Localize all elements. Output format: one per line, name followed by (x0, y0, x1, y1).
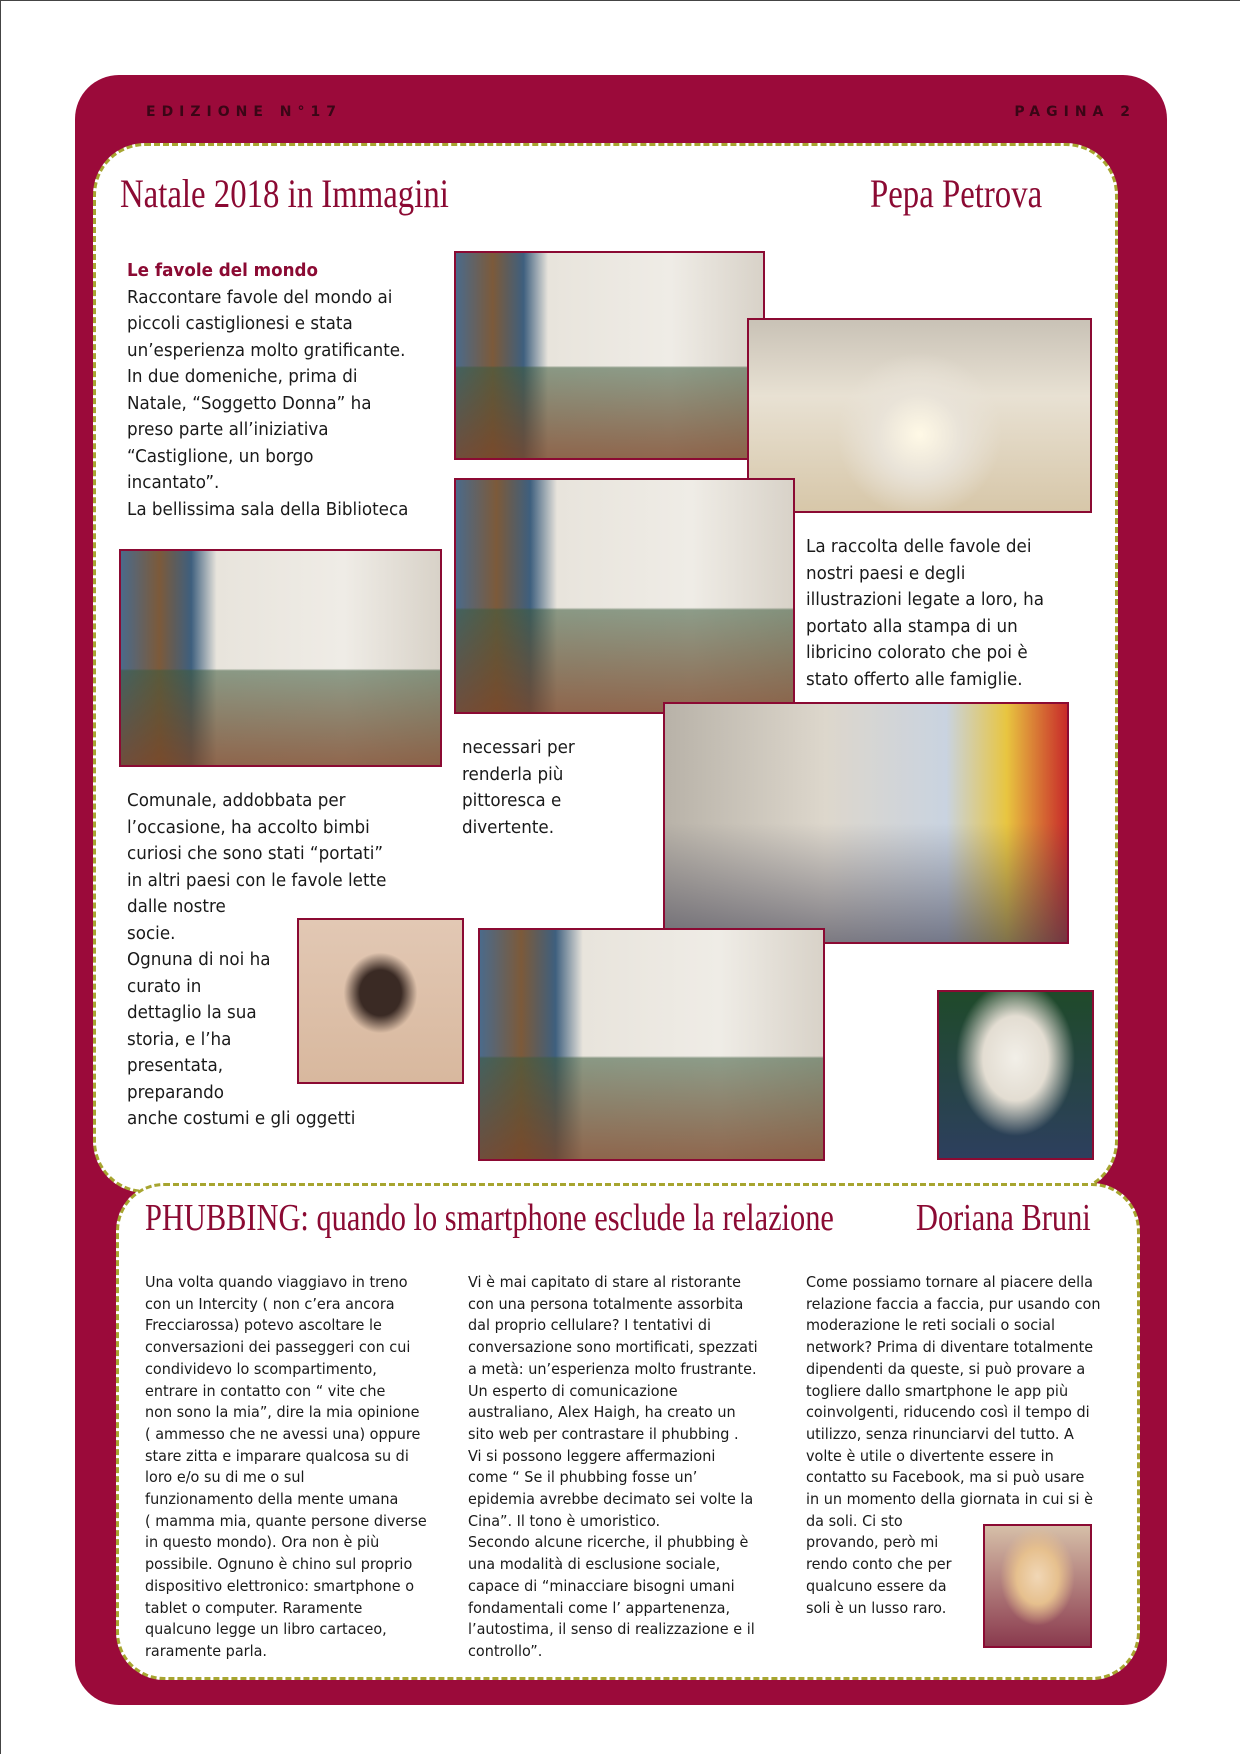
text-line: Natale, “Soggetto Donna” ha (127, 392, 372, 414)
text-line: come “ Se il phubbing fosse un’ (468, 1468, 698, 1487)
text-line: in un momento della giornata in cui si è (806, 1490, 1094, 1509)
article-author: Doriana Bruni (916, 1197, 1091, 1239)
text-line: La bellissima sala della Biblioteca (127, 498, 409, 520)
text-line: volte è utile o divertente essere in (806, 1446, 1054, 1465)
text-line: rendo conto che per (806, 1555, 952, 1574)
photo-children-library-1 (454, 251, 765, 460)
text-line: possibile. Ognuno è chino sul proprio (145, 1555, 413, 1574)
text-line: pittoresca e (462, 790, 562, 811)
text-line: dettaglio la sua (127, 1002, 257, 1023)
text-line: nostri paesi e degli (806, 562, 966, 584)
text-line: qualcuno legge un libro cartaceo, (145, 1620, 387, 1639)
text-line: socie. (127, 922, 176, 944)
photo-storybooks-table (747, 318, 1092, 513)
text-line: soli è un lusso raro. (806, 1598, 947, 1617)
text-line: stare zitta e imparare qualcosa su di (145, 1446, 409, 1465)
text-line: Secondo alcune ricerche, il phubbing è (468, 1533, 749, 1552)
text-line: curiosi che sono stati “portati” (127, 843, 384, 864)
text-line: Come possiamo tornare al piacere della (806, 1273, 1093, 1291)
text-line: moderazione le reti sociali o social (806, 1316, 1055, 1335)
text-line: conversazioni dei passeggeri con cui (145, 1338, 411, 1357)
author-photo-doriana (983, 1524, 1092, 1648)
text-line: un’esperienza molto gratificante. (127, 339, 406, 361)
text-line: dispositivo elettronico: smartphone o (145, 1576, 415, 1595)
text-line: relazione faccia a faccia, pur usando con (806, 1294, 1101, 1313)
article-right-text (806, 534, 1044, 693)
text-line: qualcuno essere da (806, 1576, 947, 1595)
text-line: condividevo lo scompartimento, (145, 1359, 377, 1378)
text-line: preparando (127, 1081, 224, 1103)
text-line: utilizzo, senza rinunciarvi del tutto. A (806, 1424, 1074, 1443)
text-line: entrare in contatto con “ vite che (145, 1381, 386, 1400)
text-line: curato in (127, 975, 202, 997)
text-line: raramente parla. (145, 1641, 268, 1660)
text-line: loro e/o su di me o sul (145, 1468, 305, 1487)
text-line: Vi si possono leggere affermazioni (468, 1446, 716, 1465)
text-line: presentata, (127, 1055, 224, 1076)
article-intro-text (127, 258, 408, 523)
text-line: In due domeniche, prima di (127, 366, 358, 387)
photo-children-library-2 (454, 478, 795, 714)
text-line: fondamentali come l’ appartenenza, (468, 1598, 731, 1617)
text-line: a metà: un’esperienza molto frustrante. (468, 1359, 757, 1378)
text-line: conversazione sono mortificati, spezzati (468, 1338, 758, 1357)
text-line: Un esperto di comunicazione (468, 1381, 678, 1400)
text-line: sito web per contrastare il phubbing . (468, 1424, 739, 1443)
text-line: provando, però mi (806, 1533, 939, 1552)
article-column-1 (145, 1272, 427, 1663)
photo-reader-portrait (297, 918, 464, 1084)
text-line: anche costumi e gli oggetti (127, 1108, 356, 1129)
text-line: controllo”. (468, 1641, 543, 1660)
photo-children-library-3 (478, 928, 825, 1161)
text-line: dal proprio cellulare? I tentativi di (468, 1316, 712, 1335)
text-line: renderla più (462, 763, 564, 785)
text-line: illustrazioni legate a loro, ha (806, 589, 1045, 610)
text-line: dalle nostre (127, 896, 226, 917)
text-line: La raccolta delle favole dei (806, 536, 1032, 557)
text-line: in altri paesi con le favole lette (127, 869, 387, 891)
text-line: tablet o computer. Raramente (145, 1598, 363, 1617)
page-number: PAGINA 2 (1014, 104, 1136, 120)
text-line: con una persona totalmente assorbita (468, 1294, 744, 1313)
text-line: epidemia avrebbe decimato sei volte la (468, 1490, 754, 1509)
text-line: con un Intercity ( non c’era ancora (145, 1294, 395, 1313)
article-author: Pepa Petrova (870, 171, 1043, 216)
text-line: ( ammesso che ne avessi una) oppure (145, 1424, 421, 1443)
text-line: in questo mondo). Ora non è più (145, 1533, 380, 1552)
text-line: Una volta quando viaggiavo in treno (145, 1273, 408, 1291)
text-line: capace di “minacciare bisogni umani (468, 1576, 735, 1595)
photo-storyteller-costume (663, 702, 1069, 944)
text-line: dipendenti da queste, si può provare a (806, 1359, 1086, 1378)
text-line: Ognuna di noi ha (127, 949, 271, 970)
article-title: Natale 2018 in Immagini (120, 171, 449, 216)
text-line: piccoli castiglionesi e stata (127, 313, 353, 334)
text-line: l’autostima, il senso di realizzazione e il (468, 1620, 755, 1639)
text-line: libricino colorato che poi è (806, 642, 1028, 663)
text-line: storia, e l’ha (127, 1028, 232, 1050)
text-line: ( mamma mia, quante persone diverse (145, 1511, 427, 1530)
text-line: Comunale, addobbata per (127, 790, 346, 811)
article-subtitle: Le favole del mondo (127, 260, 319, 281)
text-line: preso parte all’iniziativa (127, 419, 329, 440)
text-line: l’occasione, ha accolto bimbi (127, 816, 370, 838)
text-line: una modalità di esclusione sociale, (468, 1555, 721, 1574)
text-line: portato alla stampa di un (806, 615, 1018, 637)
text-line: non sono la mia”, dire la mia opinione (145, 1403, 420, 1422)
text-line: contatto su Facebook, ma si può usare (806, 1468, 1085, 1487)
text-line: Raccontare favole del mondo ai (127, 286, 393, 308)
text-line: togliere dallo smartphone le app più (806, 1381, 1069, 1400)
text-line: “Castiglione, un borgo (127, 445, 314, 467)
text-line: divertente. (462, 816, 555, 838)
article-title: PHUBBING: quando lo smartphone esclude la relazione (145, 1197, 834, 1239)
text-line: network? Prima di diventare totalmente (806, 1338, 1094, 1357)
text-line: Vi è mai capitato di stare al ristorante (468, 1273, 742, 1291)
text-line: funzionamento della mente umana (145, 1490, 399, 1509)
article-column-2 (468, 1272, 758, 1663)
text-line: necessari per (462, 737, 575, 758)
article-middle-text (462, 735, 575, 841)
author-photo-pepa (937, 990, 1094, 1160)
text-line: coinvolgenti, riducendo così il tempo di (806, 1403, 1090, 1422)
text-line: Cina”. Il tono è umoristico. (468, 1511, 661, 1530)
text-line: incantato”. (127, 472, 220, 493)
photo-reading-circle (119, 549, 442, 767)
text-line: Frecciarossa) potevo ascoltare le (145, 1316, 382, 1335)
text-line: da soli. Ci sto (806, 1511, 903, 1530)
edition-label: EDIZIONE N°17 (146, 104, 343, 120)
text-line: stato offerto alle famiglie. (806, 668, 1023, 690)
text-line: australiano, Alex Haigh, ha creato un (468, 1403, 736, 1422)
